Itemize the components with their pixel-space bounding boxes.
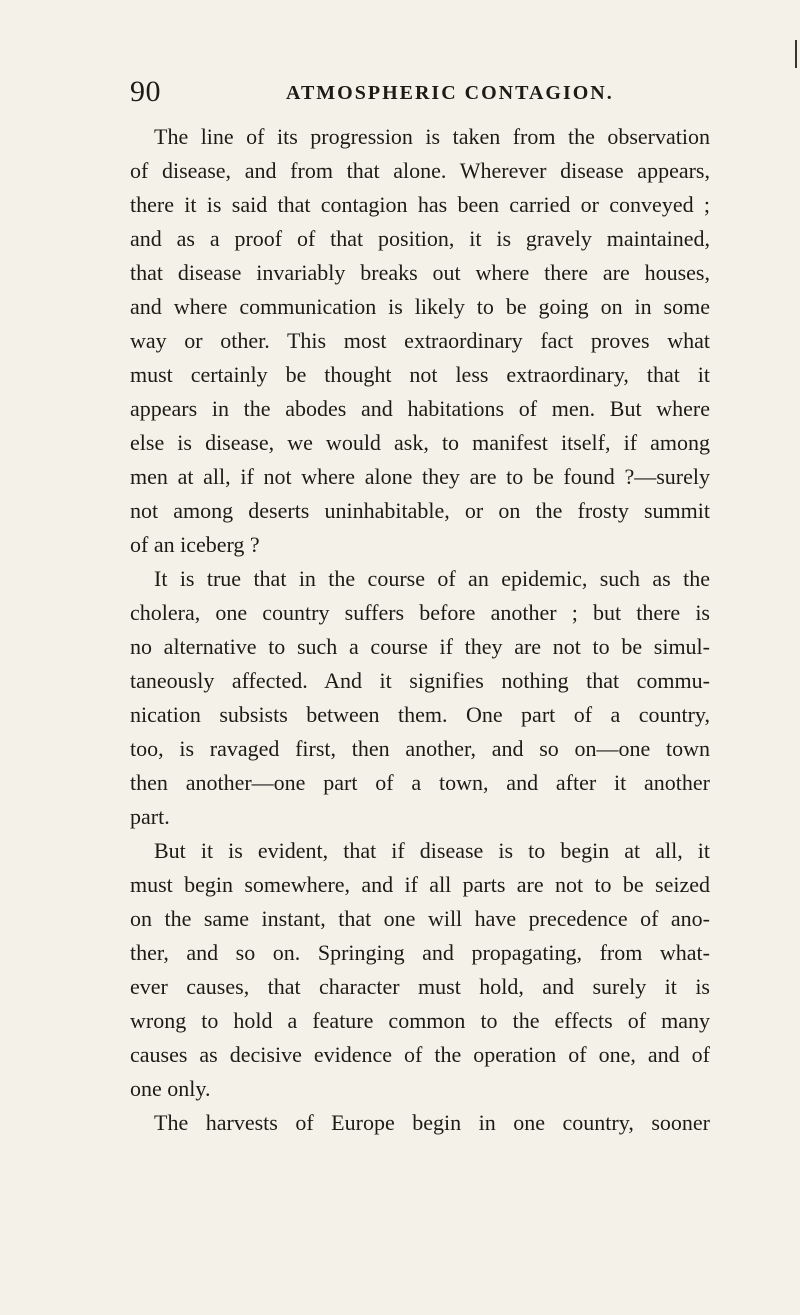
- text-line: cholera, one country suffers before another ; but there is: [130, 600, 710, 625]
- text-line: on the same instant, that one will have precedence of ano-: [130, 906, 710, 931]
- text-line: But it is evident, that if disease is to begin at all, it: [154, 838, 710, 863]
- text-line: must begin somewhere, and if all parts are not to be seized: [130, 872, 710, 897]
- text-line: part.: [130, 804, 170, 829]
- text-line: must certainly be thought not less extraordinary, that it: [130, 362, 710, 387]
- text-line: taneously affected. And it signifies nothing that commu-: [130, 668, 710, 693]
- text-line: The harvests of Europe begin in one country, sooner: [154, 1110, 710, 1135]
- body-text: [130, 120, 710, 1140]
- text-line: then another—one part of a town, and after it another: [130, 770, 710, 795]
- text-line: of an iceberg ?: [130, 532, 260, 557]
- text-line: there it is said that contagion has been carried or conveyed ;: [130, 192, 710, 217]
- text-line: too, is ravaged first, then another, and so on—one town: [130, 736, 710, 761]
- text-line: one only.: [130, 1076, 211, 1101]
- text-line: ther, and so on. Springing and propagating, from what-: [130, 940, 710, 965]
- page-edge-mark: [795, 40, 797, 68]
- text-line: and as a proof of that position, it is gravely maintained,: [130, 226, 710, 251]
- text-line: ever causes, that character must hold, and surely it is: [130, 974, 710, 999]
- text-line: wrong to hold a feature common to the effects of many: [130, 1008, 710, 1033]
- text-line: way or other. This most extraordinary fact proves what: [130, 328, 710, 353]
- text-line: and where communication is likely to be going on in some: [130, 294, 710, 319]
- running-title: ATMOSPHERIC CONTAGION.: [286, 82, 614, 104]
- text-line: that disease invariably breaks out where there are houses,: [130, 260, 710, 285]
- page-number: 90: [130, 75, 161, 108]
- text-line: causes as decisive evidence of the operation of one, and of: [130, 1042, 710, 1067]
- text-line: of disease, and from that alone. Wherever disease appears,: [130, 158, 710, 183]
- text-line: not among deserts uninhabitable, or on the frosty summit: [130, 498, 710, 523]
- text-line: no alternative to such a course if they are not to be simul-: [130, 634, 710, 659]
- text-line: men at all, if not where alone they are to be found ?—surely: [130, 464, 710, 489]
- text-line: else is disease, we would ask, to manifest itself, if among: [130, 430, 710, 455]
- text-line: It is true that in the course of an epidemic, such as the: [154, 566, 710, 591]
- text-line: The line of its progression is taken from the observation: [154, 124, 710, 149]
- running-header: [130, 74, 710, 110]
- text-line: appears in the abodes and habitations of men. But where: [130, 396, 710, 421]
- text-line: nication subsists between them. One part of a country,: [130, 702, 710, 727]
